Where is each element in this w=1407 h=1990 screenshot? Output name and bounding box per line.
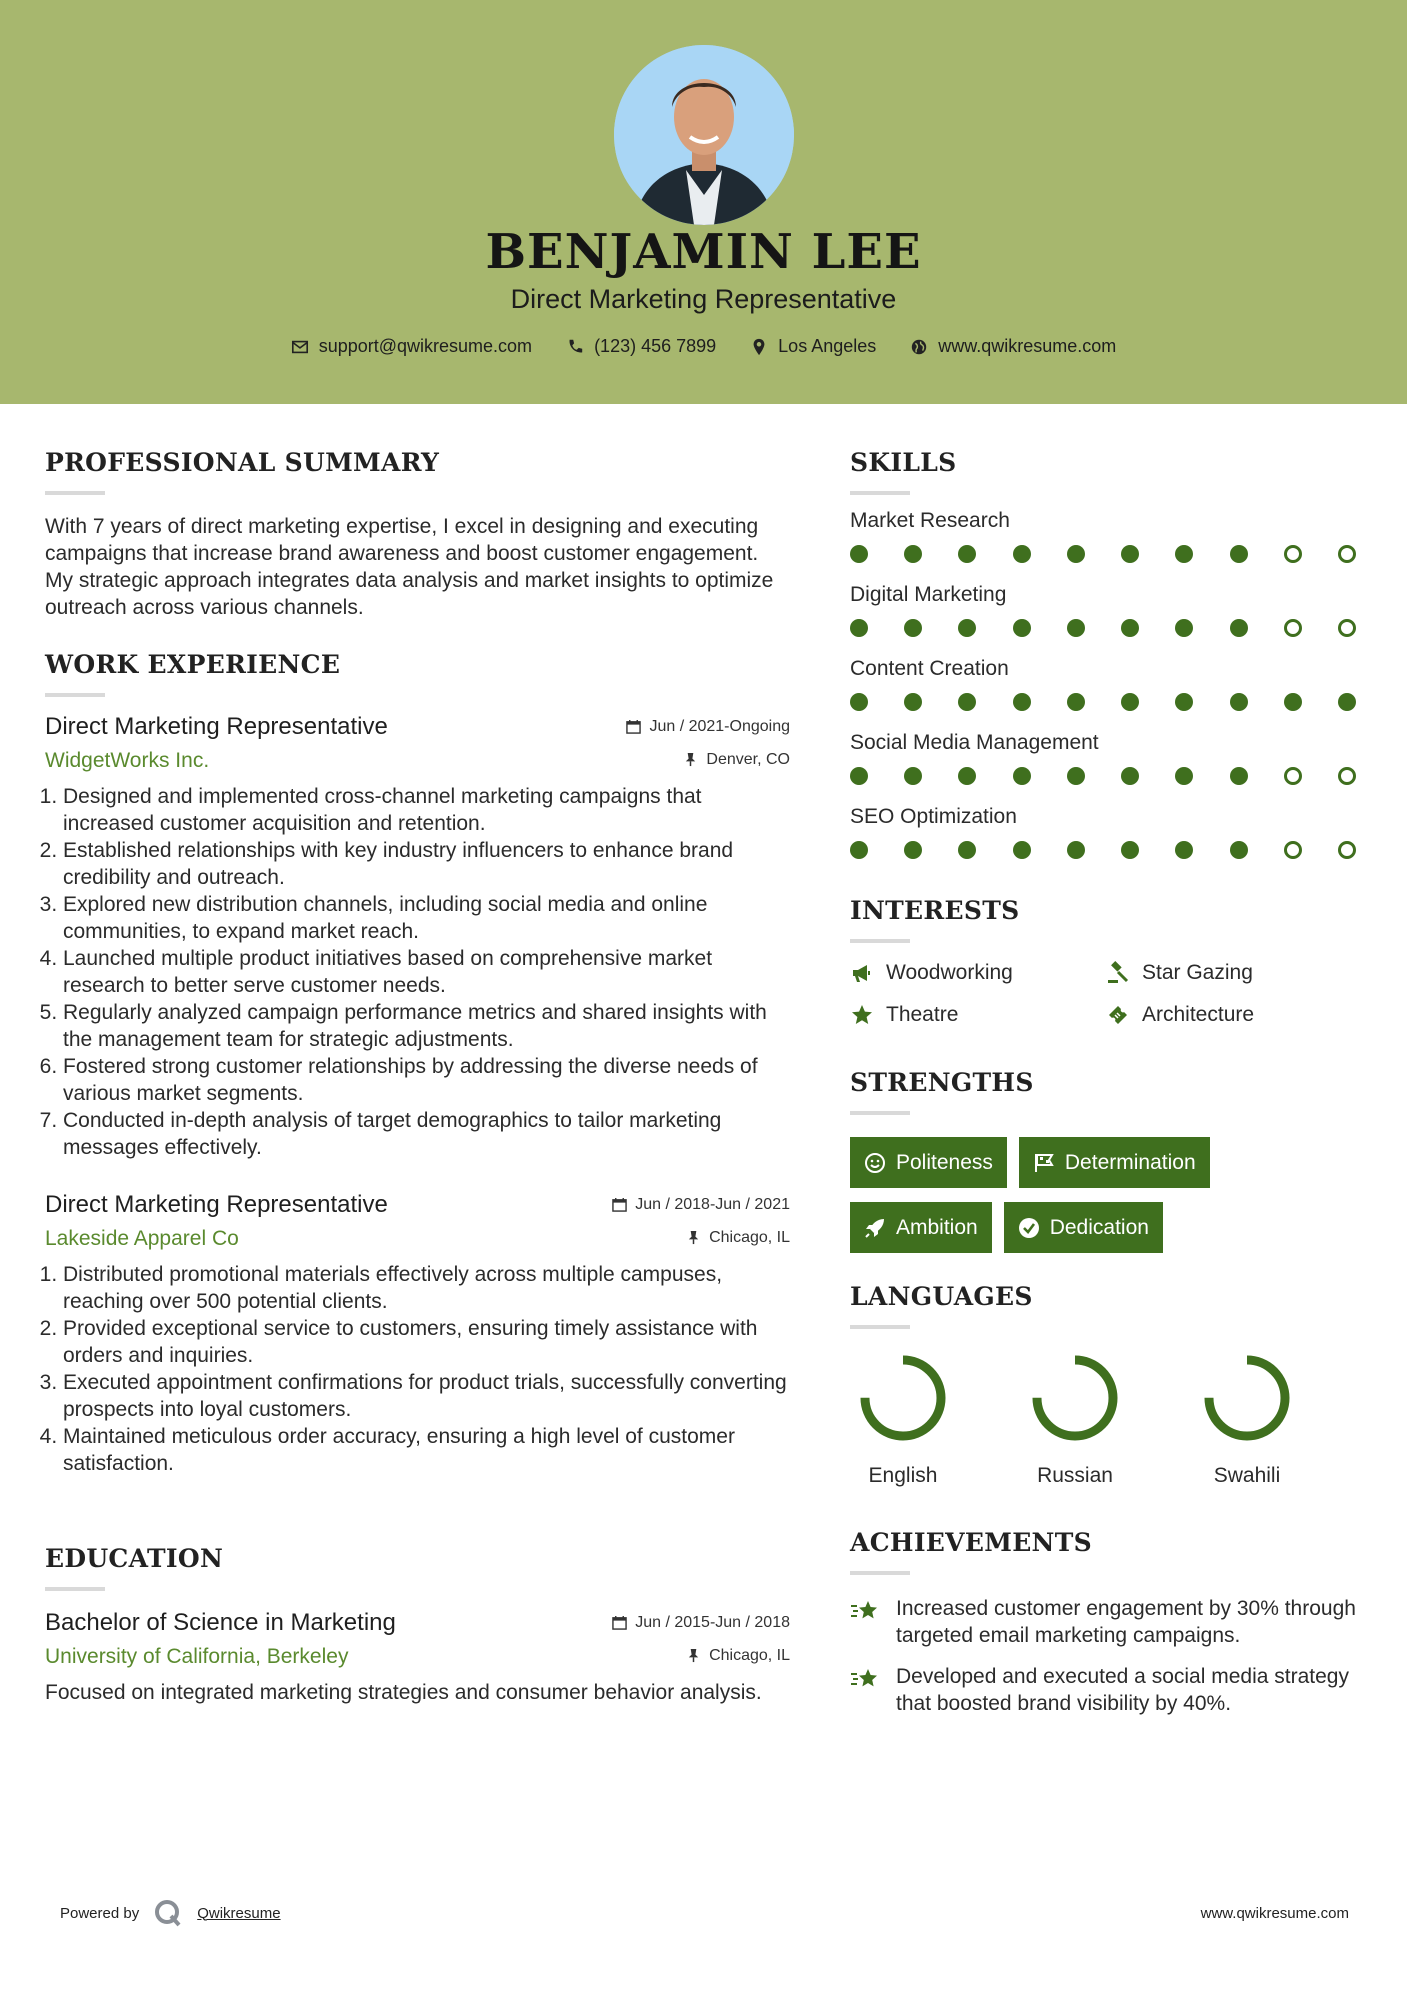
rating-dot-filled: [904, 545, 922, 563]
strength-badge: [850, 1202, 992, 1253]
skill-name: SEO Optimization: [850, 805, 1017, 828]
rating-dot-empty: [1284, 545, 1302, 563]
interest-label: Woodworking: [886, 961, 1013, 984]
rating-dot-filled: [904, 619, 922, 637]
skill-item: [850, 657, 1370, 711]
strength-label: Ambition: [896, 1215, 978, 1239]
strength-label: Dedication: [1049, 1215, 1149, 1239]
job-location-text: Chicago, IL: [709, 1228, 790, 1246]
skills-list: [850, 509, 1370, 859]
strengths-heading: STRENGTHS: [850, 1068, 1034, 1097]
rating-dot-empty: [1284, 841, 1302, 859]
pin-icon: [686, 1648, 701, 1663]
gavel-icon: [1106, 961, 1130, 985]
education-location-text: Chicago, IL: [709, 1646, 790, 1664]
skill-name: Social Media Management: [850, 731, 1099, 754]
phone-icon: [566, 338, 584, 356]
pin-icon: [686, 1230, 701, 1245]
rating-dot-filled: [1121, 841, 1139, 859]
strength-badge: [1004, 1202, 1163, 1253]
duties-list: [45, 1261, 790, 1477]
rating-dot-filled: [1013, 841, 1031, 859]
languages-section: [850, 1282, 1370, 1488]
rating-dot-filled: [1013, 693, 1031, 711]
heading-divider: [850, 491, 910, 495]
trophy-star-icon: [850, 1597, 882, 1625]
duty-item: 4. Launched multiple product initiatives based on comprehensive market research to better serve customer needs.: [63, 945, 790, 999]
achievement-item: [850, 1595, 1370, 1649]
education-location: [686, 1647, 790, 1665]
skill-rating: [850, 693, 1356, 711]
contact-location: [750, 336, 876, 357]
summary-text: With 7 years of direct marketing expertise, I excel in designing and executing campaigns that increase brand awareness and boost customer engagement. My strategic approach integrates data analysis and market insights to optimize outreach across various channels.: [45, 515, 774, 619]
company-name: Lakeside Apparel Co: [45, 1227, 239, 1250]
skill-name: Market Research: [850, 509, 1010, 532]
skill-name: Digital Marketing: [850, 583, 1007, 606]
interest-label: Star Gazing: [1142, 961, 1253, 984]
job-title: Direct Marketing Representative: [45, 1191, 388, 1218]
website-text: www.qwikresume.com: [938, 336, 1117, 356]
calendar-icon: [612, 1197, 627, 1212]
rating-dot-filled: [1013, 619, 1031, 637]
duty-item: 5. Regularly analyzed campaign performance metrics and shared insights with the management team for strategic adjustments.: [63, 999, 790, 1053]
rating-dot-filled: [1067, 545, 1085, 563]
map-marker-icon: [750, 338, 768, 356]
rating-dot-filled: [1175, 693, 1193, 711]
interests-heading: INTERESTS: [850, 896, 1020, 925]
education-dates-text: Jun / 2015-Jun / 2018: [635, 1613, 790, 1631]
calendar-icon: [612, 1615, 627, 1630]
strengths-badges: [850, 1137, 1350, 1253]
interest-item: [850, 961, 1106, 985]
duty-item: 2. Provided exceptional service to customers, ensuring timely assistance with orders and inquiries.: [63, 1315, 790, 1369]
heading-divider: [850, 1111, 910, 1115]
duty-item: 1. Distributed promotional materials effectively across multiple campuses, reaching over 500 potential clients.: [63, 1261, 790, 1315]
interests-section: [850, 896, 1370, 1027]
trophy-star-icon: [850, 1665, 882, 1693]
resume-header: [0, 0, 1407, 404]
strength-badge: [1019, 1137, 1210, 1188]
rating-dot-filled: [1338, 693, 1356, 711]
skill-rating: [850, 619, 1356, 637]
language-item: [858, 1353, 948, 1488]
rating-dot-empty: [1284, 619, 1302, 637]
skills-section: [850, 448, 1370, 859]
rating-dot-filled: [850, 841, 868, 859]
experience-heading: WORK EXPERIENCE: [45, 650, 341, 679]
qwikresume-link[interactable]: Qwikresume: [197, 1904, 281, 1922]
language-proficiency-arc: [1209, 1360, 1285, 1436]
language-item: [1030, 1353, 1120, 1488]
footer-powered-by: [60, 1898, 281, 1928]
language-label: Russian: [1037, 1464, 1113, 1487]
rating-dot-filled: [1067, 841, 1085, 859]
language-label: Swahili: [1213, 1464, 1281, 1487]
rating-dot-empty: [1338, 619, 1356, 637]
rating-dot-filled: [1175, 767, 1193, 785]
skill-item: [850, 731, 1370, 785]
profile-photo: [614, 45, 794, 225]
footer-website[interactable]: www.qwikresume.com: [1200, 1905, 1349, 1922]
rating-dot-filled: [1013, 767, 1031, 785]
rating-dot-filled: [850, 545, 868, 563]
achievement-item: [850, 1663, 1370, 1717]
rating-dot-filled: [958, 841, 976, 859]
rating-dot-filled: [1067, 619, 1085, 637]
education-heading: EDUCATION: [45, 1544, 224, 1573]
strength-label: Politeness: [896, 1150, 993, 1174]
language-label: English: [868, 1464, 938, 1487]
language-proficiency-ring: [1030, 1353, 1120, 1443]
rating-dot-filled: [1175, 841, 1193, 859]
rating-dot-filled: [1230, 619, 1248, 637]
job-location-text: Denver, CO: [706, 750, 790, 768]
language-item: [1202, 1353, 1292, 1488]
rating-dot-empty: [1338, 841, 1356, 859]
rating-dot-filled: [958, 619, 976, 637]
languages-heading: LANGUAGES: [850, 1282, 1033, 1311]
achievements-section: [850, 1528, 1370, 1717]
email-text: support@qwikresume.com: [318, 336, 533, 356]
contact-phone[interactable]: [566, 336, 716, 357]
candidate-title: Direct Marketing Representative: [510, 284, 897, 314]
skills-heading: SKILLS: [850, 448, 957, 477]
skill-item: [850, 583, 1370, 637]
bullhorn-icon: [850, 961, 874, 985]
job-dates-text: Jun / 2021-Ongoing: [649, 717, 790, 735]
contact-bar: [0, 336, 1407, 357]
rating-dot-filled: [850, 693, 868, 711]
pin-icon: [683, 752, 698, 767]
rating-dot-filled: [1175, 545, 1193, 563]
heading-divider: [850, 939, 910, 943]
interest-item: [1106, 1003, 1362, 1027]
language-proficiency-ring: [858, 1353, 948, 1443]
rating-dot-empty: [1338, 767, 1356, 785]
rating-dot-filled: [1284, 693, 1302, 711]
calendar-icon: [626, 719, 641, 734]
rating-dot-filled: [1067, 767, 1085, 785]
heading-divider: [45, 1587, 105, 1591]
contact-email[interactable]: [291, 336, 532, 357]
rating-dot-filled: [958, 545, 976, 563]
flag-icon: [1033, 1152, 1055, 1174]
rating-dot-filled: [904, 693, 922, 711]
strength-label: Determination: [1064, 1150, 1196, 1174]
duty-item: 7. Conducted in-depth analysis of target demographics to tailor marketing messages effectively.: [63, 1107, 790, 1161]
rating-dot-filled: [958, 767, 976, 785]
duty-item: 1. Designed and implemented cross-channel marketing campaigns that increased customer acquisition and retention.: [63, 783, 790, 837]
rating-dot-filled: [850, 619, 868, 637]
qwikresume-logo-icon: [153, 1898, 183, 1928]
duty-item: 4. Maintained meticulous order accuracy, ensuring a high level of customer satisfaction.: [63, 1423, 790, 1477]
skill-name: Content Creation: [850, 657, 1009, 680]
interests-grid: [850, 961, 1370, 1027]
interest-label: Architecture: [1142, 1003, 1255, 1026]
rating-dot-filled: [850, 767, 868, 785]
rating-dot-filled: [1067, 693, 1085, 711]
phone-text: (123) 456 7899: [594, 336, 717, 356]
education-description: Focused on integrated marketing strategies and consumer behavior analysis.: [45, 1681, 762, 1704]
candidate-name: BENJAMIN LEE: [485, 224, 922, 280]
rating-dot-filled: [1013, 545, 1031, 563]
job-title: Direct Marketing Representative: [45, 713, 388, 740]
education-dates: [612, 1614, 790, 1632]
interest-label: Theatre: [886, 1003, 959, 1026]
strength-badge: [850, 1137, 1007, 1188]
company-name: WidgetWorks Inc.: [45, 749, 210, 772]
languages-list: [850, 1353, 1370, 1488]
duty-item: 3. Explored new distribution channels, including social media and online communities, to expand market reach.: [63, 891, 790, 945]
job-location: [683, 751, 790, 769]
school-name: University of California, Berkeley: [45, 1645, 349, 1668]
rocket-icon: [864, 1217, 886, 1239]
envelope-icon: [291, 338, 309, 356]
rating-dot-empty: [1284, 767, 1302, 785]
skill-rating: [850, 767, 1356, 785]
rating-dot-filled: [1121, 693, 1139, 711]
rating-dot-filled: [1121, 545, 1139, 563]
rating-dot-filled: [958, 693, 976, 711]
duties-list: [45, 783, 790, 1161]
ticket-icon: [1106, 1003, 1130, 1027]
skill-item: [850, 509, 1370, 563]
heading-divider: [45, 491, 105, 495]
job-dates-text: Jun / 2018-Jun / 2021: [635, 1195, 790, 1213]
strengths-section: [850, 1068, 1370, 1253]
interest-item: [850, 1003, 1106, 1027]
achievement-text: Developed and executed a social media strategy that boosted brand visibility by 40%.: [896, 1665, 1349, 1715]
job-dates: [612, 1196, 790, 1214]
achievements-heading: ACHIEVEMENTS: [850, 1528, 1092, 1557]
language-proficiency-arc: [1037, 1360, 1113, 1436]
job-entry: [45, 1191, 790, 1477]
contact-website[interactable]: [910, 336, 1116, 357]
globe-icon: [910, 338, 928, 356]
rating-dot-filled: [1121, 767, 1139, 785]
job-location: [686, 1229, 790, 1247]
rating-dot-empty: [1338, 545, 1356, 563]
heading-divider: [850, 1571, 910, 1575]
rating-dot-filled: [1175, 619, 1193, 637]
experience-section: [45, 650, 790, 1477]
star-icon: [850, 1003, 874, 1027]
rating-dot-filled: [1230, 545, 1248, 563]
rating-dot-filled: [1121, 619, 1139, 637]
skill-rating: [850, 545, 1356, 563]
rating-dot-filled: [1230, 767, 1248, 785]
degree-title: Bachelor of Science in Marketing: [45, 1609, 396, 1636]
skill-item: [850, 805, 1370, 859]
powered-by-text: Powered by: [60, 1904, 140, 1922]
achievement-text: Increased customer engagement by 30% through targeted email marketing campaigns.: [896, 1597, 1356, 1647]
smile-icon: [864, 1152, 886, 1174]
summary-heading: PROFESSIONAL SUMMARY: [45, 448, 440, 477]
heading-divider: [45, 693, 105, 697]
rating-dot-filled: [1230, 841, 1248, 859]
check-circle-icon: [1018, 1217, 1040, 1239]
rating-dot-filled: [904, 841, 922, 859]
interest-item: [1106, 961, 1362, 985]
language-proficiency-ring: [1202, 1353, 1292, 1443]
duty-item: 3. Executed appointment confirmations for product trials, successfully converting prospects into loyal customers.: [63, 1369, 790, 1423]
education-section: [45, 1544, 790, 1706]
language-proficiency-arc: [865, 1360, 941, 1436]
job-entry: [45, 713, 790, 1161]
summary-section: [45, 448, 790, 621]
location-text: Los Angeles: [778, 336, 877, 356]
job-dates: [626, 718, 790, 736]
heading-divider: [850, 1325, 910, 1329]
skill-rating: [850, 841, 1356, 859]
duty-item: 6. Fostered strong customer relationships by addressing the diverse needs of various market segments.: [63, 1053, 790, 1107]
rating-dot-filled: [904, 767, 922, 785]
duty-item: 2. Established relationships with key industry influencers to enhance brand credibility and outreach.: [63, 837, 790, 891]
rating-dot-filled: [1230, 693, 1248, 711]
